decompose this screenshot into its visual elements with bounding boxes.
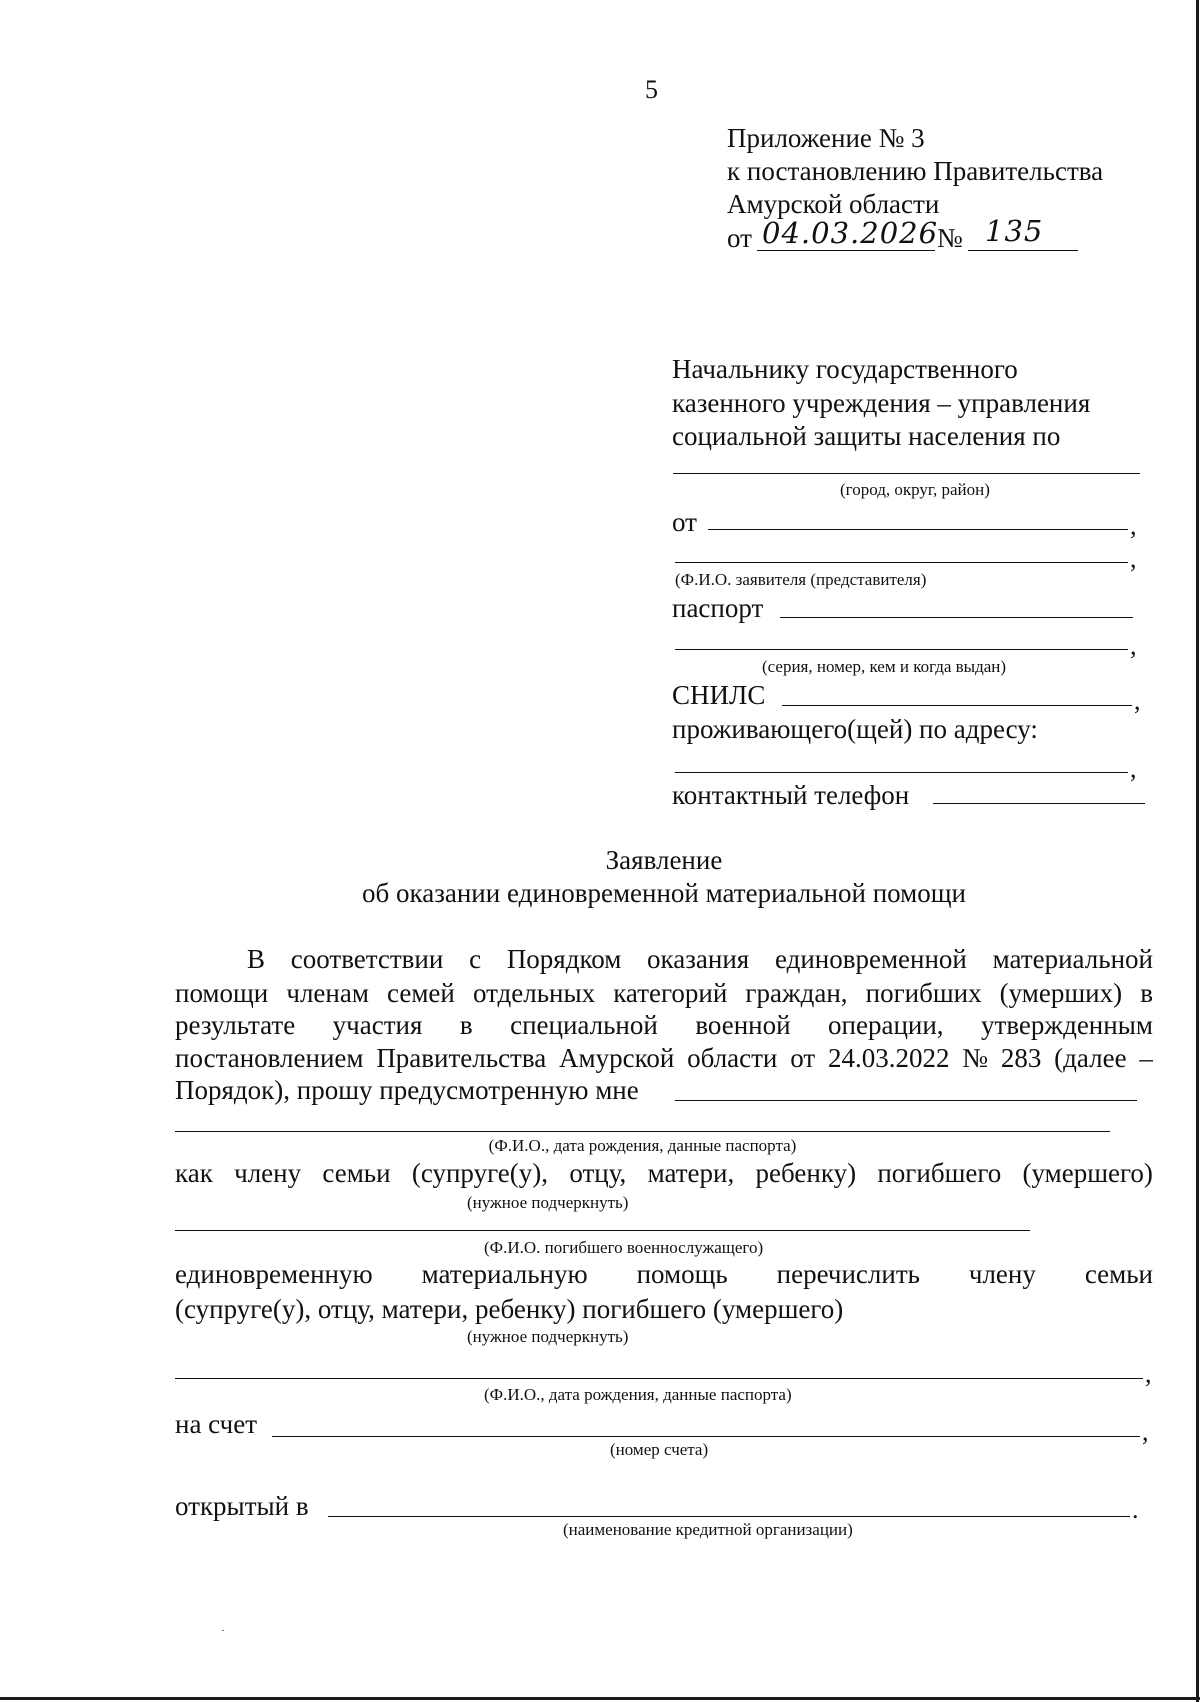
address-label: проживающего(щей) по адресу:: [672, 714, 1038, 744]
from-comma-2: ,: [1130, 544, 1137, 573]
city-line: [673, 473, 1140, 474]
word: как: [175, 1158, 213, 1188]
phone-line: [933, 803, 1145, 804]
underline-caption-2: (нужное подчеркнуть): [467, 1327, 629, 1346]
member-line: [175, 1157, 1153, 1189]
addressee-line2: казенного учреждения – управления: [672, 388, 1091, 418]
word: единовременной: [774, 944, 967, 974]
word: погибшего: [877, 1158, 1002, 1188]
word: Порядком: [506, 944, 622, 974]
word: соответствии: [290, 944, 444, 974]
word: утвержденным: [981, 1010, 1153, 1040]
snils-line: [782, 705, 1132, 706]
word: граждан,: [745, 978, 848, 1008]
word: помощь: [636, 1259, 728, 1289]
word: единовременную: [175, 1259, 373, 1289]
from-line-1: [708, 529, 1128, 530]
word: 24.03.2022: [827, 1043, 950, 1073]
word: военной: [695, 1010, 791, 1040]
phone-label: контактный телефон: [672, 780, 910, 810]
page-edge-bottom: [0, 1697, 1200, 1700]
from-label: от: [672, 507, 697, 537]
word: в: [1140, 978, 1153, 1008]
scan-speck: [222, 1630, 224, 1631]
word: участия: [332, 1010, 423, 1040]
word: отцу,: [569, 1158, 627, 1188]
beneficiary-line-1: [675, 1100, 1137, 1101]
body-line-1: [247, 943, 1153, 975]
document-title: Заявление: [605, 845, 723, 875]
word: семьи: [322, 1158, 391, 1188]
bank-line: [328, 1516, 1130, 1517]
account-comma: ,: [1142, 1417, 1149, 1446]
from-comma-1: ,: [1130, 511, 1137, 540]
snils-comma: ,: [1134, 686, 1141, 715]
account-line: [272, 1436, 1140, 1437]
word: Правительства: [376, 1043, 547, 1073]
document-subtitle: об оказании единовременной материальной помощи: [362, 878, 966, 908]
body-line-5: Порядок), прошу предусмотренную мне: [175, 1075, 639, 1105]
word: с: [469, 944, 482, 974]
account-caption: (номер счета): [610, 1440, 709, 1459]
page-number: 5: [645, 75, 658, 104]
city-caption: (город, округ, район): [840, 480, 990, 499]
appendix-line2: к постановлению Правительства: [727, 156, 1104, 186]
word: оказания: [647, 944, 750, 974]
account-label: на счет: [175, 1409, 257, 1439]
word: отдельных: [472, 978, 596, 1008]
word: области: [687, 1043, 778, 1073]
addressee-line1: Начальнику государственного: [672, 354, 1018, 384]
handwritten-number: 135: [985, 214, 1044, 248]
word: семей: [387, 978, 455, 1008]
handwritten-date: 04.03.2026: [762, 216, 939, 250]
word: в: [459, 1010, 473, 1040]
transfer-line-1: [175, 1258, 1153, 1290]
word: члену: [234, 1158, 302, 1188]
from-line-2: [675, 562, 1128, 563]
word: Амурской: [559, 1043, 675, 1073]
date-line: [757, 250, 935, 251]
bank-caption: (наименование кредитной организации): [563, 1520, 853, 1539]
fio-caption: (Ф.И.О. заявителя (представителя): [675, 570, 927, 589]
snils-label: СНИЛС: [672, 680, 766, 710]
deceased-line: [175, 1230, 1030, 1231]
word: результате: [175, 1010, 296, 1040]
body-line-2: [175, 977, 1153, 1009]
passport-line-1: [780, 617, 1133, 618]
word: №: [962, 1043, 989, 1073]
beneficiary-caption: (Ф.И.О., дата рождения, данные паспорта): [488, 1136, 797, 1155]
word: материальной: [992, 944, 1153, 974]
word: (умершего): [1022, 1158, 1153, 1188]
body-line-4: [175, 1042, 1153, 1074]
word: перечислить: [776, 1259, 920, 1289]
word: от: [790, 1043, 816, 1073]
body-line-3: [175, 1009, 1153, 1041]
passport-caption: (серия, номер, кем и когда выдан): [762, 657, 1007, 676]
recipient-line: [175, 1378, 1143, 1379]
word: специальной: [510, 1010, 658, 1040]
appendix-title: Приложение № 3: [727, 123, 925, 153]
appendix-number-prefix: №: [937, 223, 963, 253]
word: (супруге(у),: [411, 1158, 549, 1188]
underline-caption-1: (нужное подчеркнуть): [467, 1193, 629, 1212]
recipient-comma: ,: [1145, 1359, 1152, 1388]
word: –: [1139, 1043, 1153, 1073]
word: категорий: [613, 978, 728, 1008]
passport-comma: ,: [1130, 631, 1137, 660]
word: операции,: [828, 1010, 944, 1040]
word: семьи: [1084, 1259, 1153, 1289]
deceased-caption: (Ф.И.О. погибшего военнослужащего): [484, 1238, 764, 1257]
word: 283: [1000, 1043, 1042, 1073]
bank-label: открытый в: [175, 1491, 309, 1521]
word: постановлением: [175, 1043, 364, 1073]
word: В: [247, 944, 266, 974]
word: члену: [968, 1259, 1036, 1289]
passport-line-2: [675, 649, 1128, 650]
appendix-date-prefix: от: [727, 223, 752, 253]
address-comma: ,: [1130, 754, 1137, 783]
bank-period: .: [1132, 1495, 1139, 1524]
word: помощи: [175, 978, 269, 1008]
word: (умерших): [999, 978, 1123, 1008]
word: погибших: [865, 978, 982, 1008]
beneficiary-line-2: [175, 1131, 1110, 1132]
word: ребенку): [755, 1158, 857, 1188]
word: членам: [286, 978, 369, 1008]
word: (далее: [1054, 1043, 1127, 1073]
address-line: [675, 772, 1128, 773]
number-line: [968, 250, 1078, 251]
word: матери,: [647, 1158, 735, 1188]
word: материальную: [421, 1259, 588, 1289]
appendix-line3: Амурской области: [727, 189, 940, 219]
addressee-line3: социальной защиты населения по: [672, 421, 1061, 451]
recipient-caption: (Ф.И.О., дата рождения, данные паспорта): [484, 1385, 792, 1404]
passport-label: паспорт: [672, 593, 764, 623]
transfer-line-2: (супруге(у), отцу, матери, ребенку) погибшего (умершего): [175, 1294, 844, 1324]
page-edge-right: [1196, 0, 1199, 1702]
